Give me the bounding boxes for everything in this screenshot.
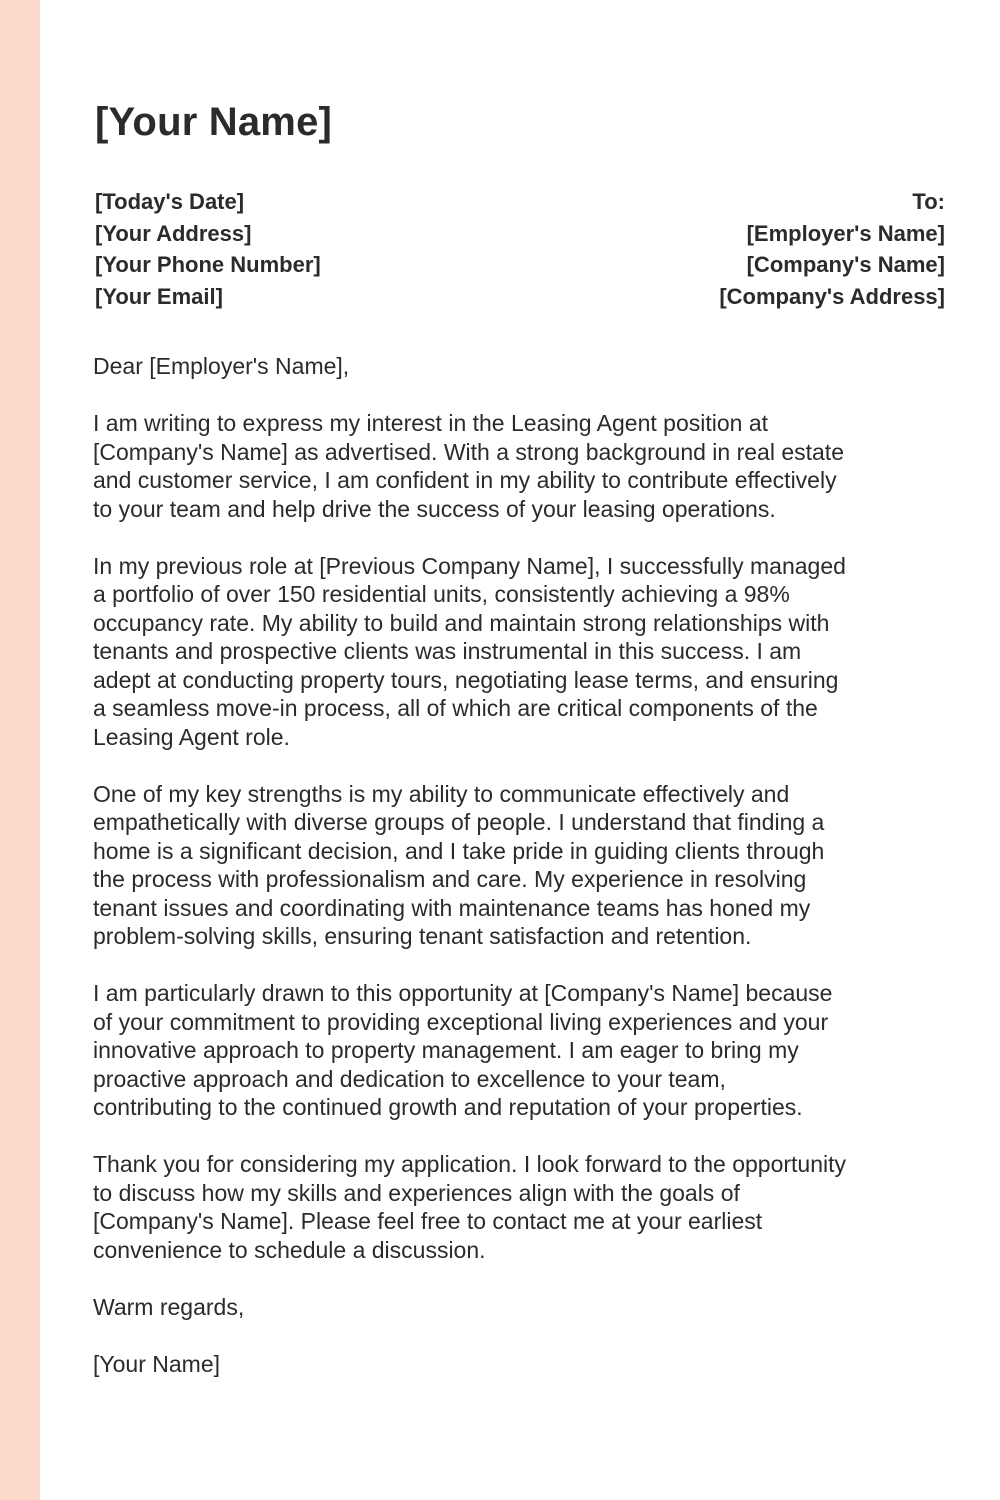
paragraph-line: convenience to schedule a discussion.: [93, 1236, 486, 1263]
sender-name-heading: [Your Name]: [95, 100, 333, 144]
recipient-block: [719, 186, 945, 312]
body-paragraph: [93, 979, 953, 1122]
paragraph-line: Leasing Agent role.: [93, 723, 290, 750]
paragraph-line: I am writing to express my interest in the Leasing Agent position at: [93, 410, 769, 436]
paragraph-line: tenants and prospective clients was instrumental in this success. I am: [93, 638, 802, 664]
sender-phone: [Your Phone Number]: [95, 252, 321, 277]
paragraph-line: Thank you for considering my application. I look forward to the opportunity: [93, 1151, 847, 1177]
body-paragraph: [93, 552, 953, 752]
paragraph-line: tenant issues and coordinating with maintenance teams has honed my: [93, 894, 811, 921]
closing-text: Warm regards,: [93, 1293, 245, 1320]
body-paragraph: [93, 1150, 953, 1264]
paragraph-line: empathetically with diverse groups of people. I understand that finding a: [93, 809, 825, 835]
paragraph-line: One of my key strengths is my ability to communicate effectively and: [93, 780, 790, 807]
paragraph-line: In my previous role at [Previous Company Name], I successfully managed: [93, 552, 846, 579]
salutation: [93, 352, 953, 381]
paragraph-line: occupancy rate. My ability to build and maintain strong relationships with: [93, 609, 830, 636]
paragraph-line: [Company's Name]. Please feel free to contact me at your earliest: [93, 1208, 763, 1234]
body-paragraph: [93, 409, 953, 523]
paragraph-line: a seamless move-in process, all of which are critical components of the: [93, 695, 818, 721]
paragraph-line: a portfolio of over 150 residential units, consistently achieving a 98%: [93, 581, 790, 607]
paragraph-line: of your commitment to providing exceptional living experiences and your: [93, 1008, 829, 1035]
signature: [93, 1350, 953, 1379]
employer-name: [Employer's Name]: [746, 220, 945, 246]
letter-body: [93, 352, 953, 1407]
sender-email: [Your Email]: [95, 283, 223, 309]
paragraph-line: adept at conducting property tours, negotiating lease terms, and ensuring: [93, 666, 839, 693]
paragraph-line: to discuss how my skills and experiences align with the goals of: [93, 1179, 740, 1206]
company-name: [Company's Name]: [746, 252, 945, 277]
paragraph-line: home is a significant decision, and I take pride in guiding clients through: [93, 837, 825, 864]
paragraph-line: to your team and help drive the success of your leasing operations.: [93, 495, 776, 522]
sender-contact-block: [95, 186, 321, 312]
paragraph-line: proactive approach and dedication to excellence to your team,: [93, 1065, 726, 1092]
paragraph-line: problem-solving skills, ensuring tenant satisfaction and retention.: [93, 923, 752, 949]
closing: [93, 1293, 953, 1322]
company-address: [Company's Address]: [719, 283, 945, 309]
paragraph-line: and customer service, I am confident in my ability to contribute effectively: [93, 467, 837, 493]
decorative-side-stripe: [0, 0, 40, 1500]
paragraph-line: the process with professionalism and care. My experience in resolving: [93, 866, 807, 892]
paragraph-line: innovative approach to property management. I am eager to bring my: [93, 1037, 799, 1063]
todays-date: [Today's Date]: [95, 189, 245, 214]
paragraph-line: I am particularly drawn to this opportunity at [Company's Name] because: [93, 980, 833, 1006]
paragraph-line: [Company's Name] as advertised. With a strong background in real estate: [93, 438, 844, 465]
paragraph-line: contributing to the continued growth and reputation of your properties.: [93, 1094, 803, 1120]
body-paragraph: [93, 780, 953, 951]
signature-text: [Your Name]: [93, 1350, 220, 1377]
to-label: To:: [912, 189, 945, 214]
salutation-text: Dear [Employer's Name],: [93, 353, 350, 379]
sender-address: [Your Address]: [95, 220, 252, 246]
